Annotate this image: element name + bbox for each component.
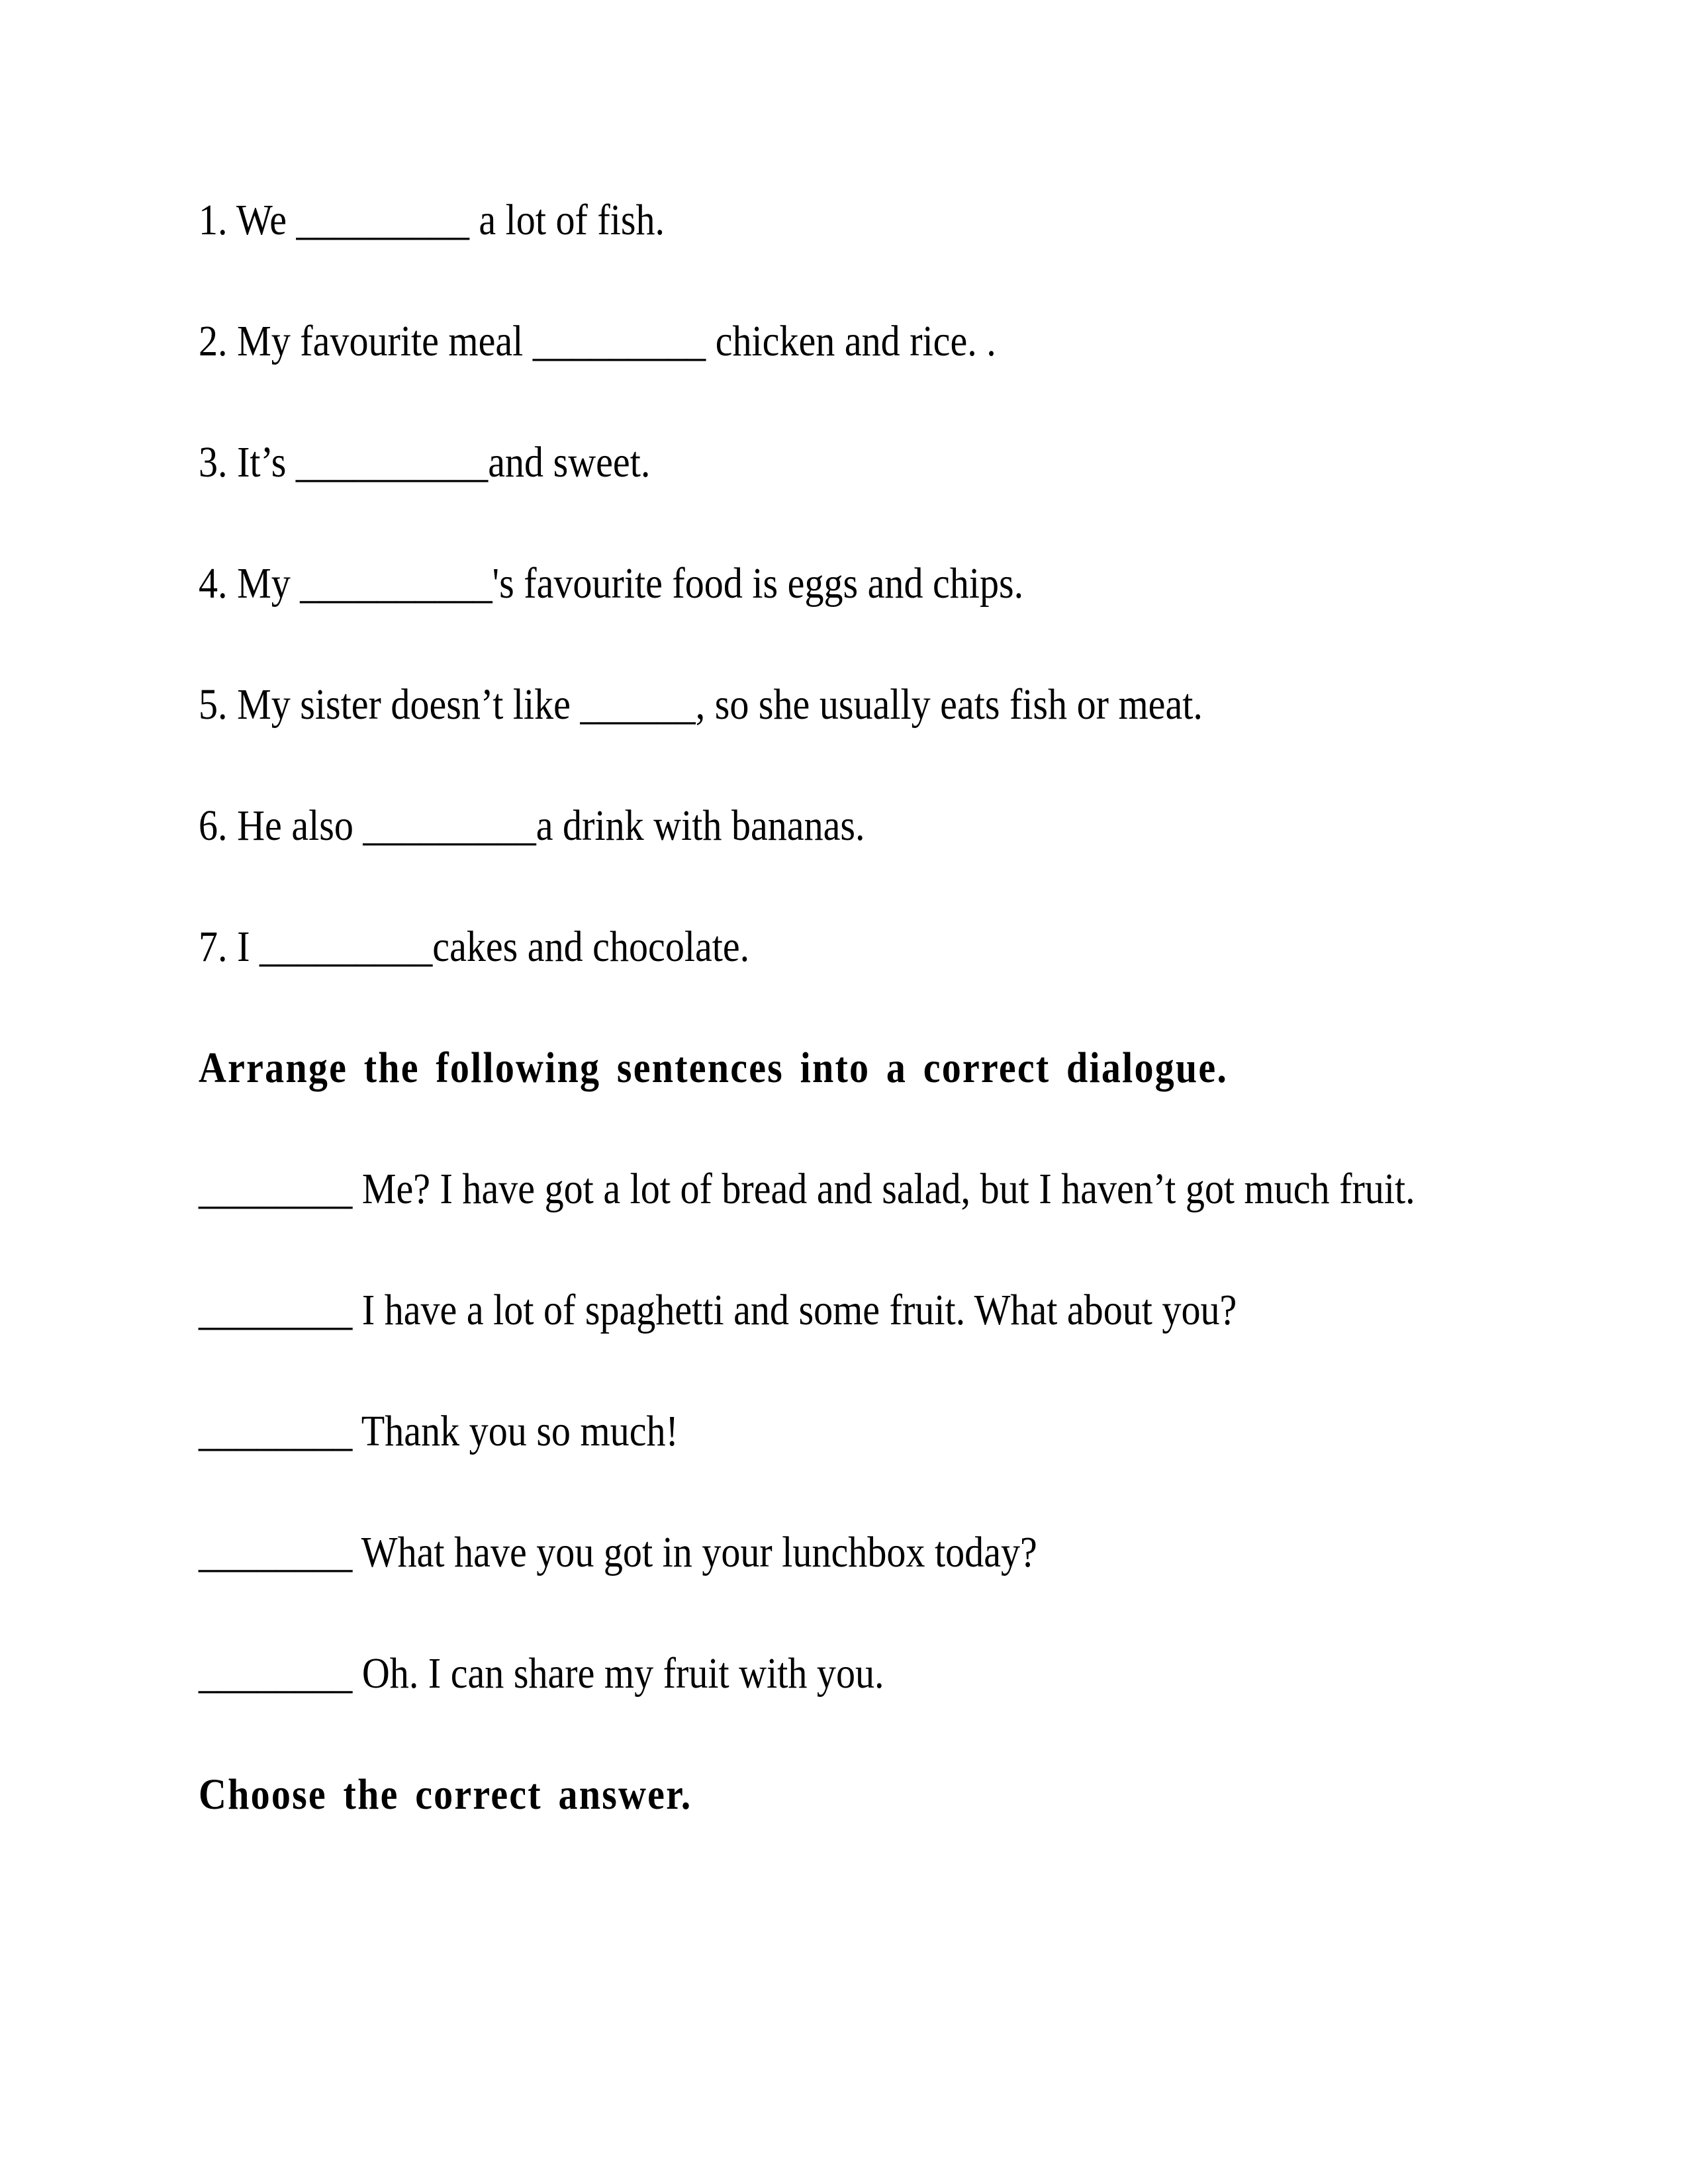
fill-in-sentence-4: 4. My __________'s favourite food is eggs and chips. xyxy=(199,559,1024,608)
fill-in-sentence-2: 2. My favourite meal _________ chicken and rice. . xyxy=(199,317,996,365)
fill-in-sentence-6: 6. He also _________a drink with bananas. xyxy=(199,801,865,850)
fill-in-sentence-5: 5. My sister doesn’t like ______, so she usually eats fish or meat. xyxy=(199,680,1203,729)
dialogue-line-2: ________ I have a lot of spaghetti and some fruit. What about you? xyxy=(199,1286,1237,1334)
fill-in-sentence-1: 1. We _________ a lot of fish. xyxy=(199,196,665,244)
section-heading-arrange-dialogue: Arrange the following sentences into a correct dialogue. xyxy=(199,1044,1229,1092)
dialogue-line-1: ________ Me? I have got a lot of bread and salad, but I haven’t got much fruit. xyxy=(199,1165,1415,1213)
fill-in-sentence-3: 3. It’s __________and sweet. xyxy=(199,438,651,486)
dialogue-line-3: ________ Thank you so much! xyxy=(199,1407,679,1455)
dialogue-line-5: ________ Oh. I can share my fruit with you. xyxy=(199,1649,884,1698)
dialogue-line-4: ________ What have you got in your lunchbox today? xyxy=(199,1528,1037,1576)
fill-in-sentence-7: 7. I _________cakes and chocolate. xyxy=(199,923,750,971)
section-heading-choose-answer: Choose the correct answer. xyxy=(199,1770,692,1819)
